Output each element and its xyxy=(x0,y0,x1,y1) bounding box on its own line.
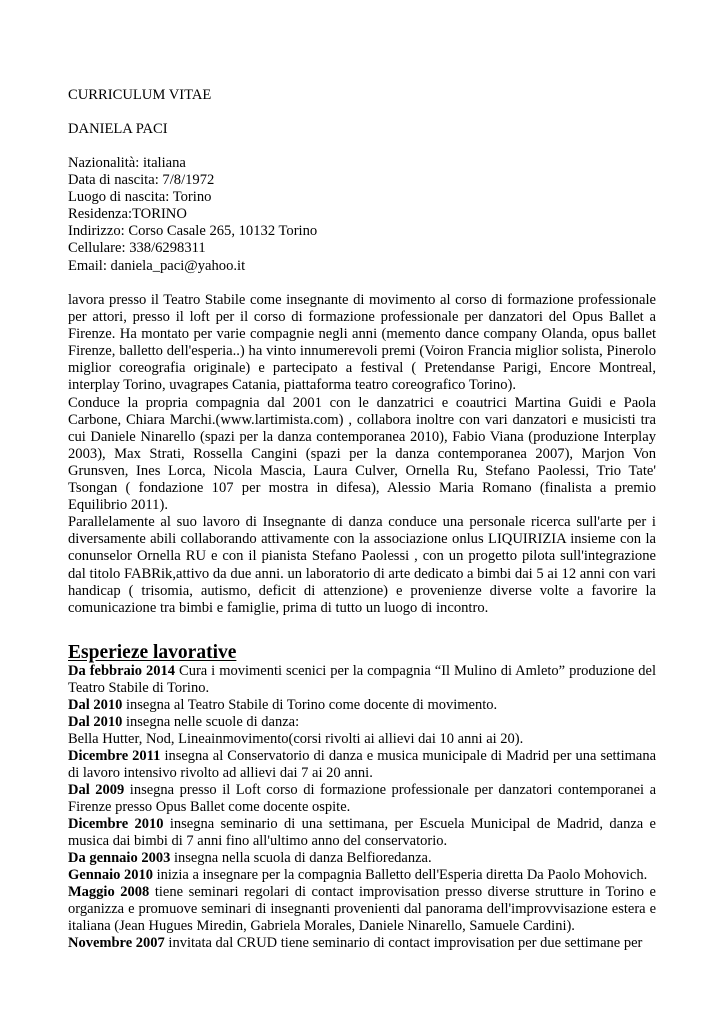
biography xyxy=(68,292,656,617)
experience-date: Dal 2009 xyxy=(68,782,125,798)
email-line: Email: daniela_paci@yahoo.it xyxy=(68,257,246,274)
experience-item xyxy=(68,935,656,952)
bio-paragraph: lavora presso il Teatro Stabile come insegnante di movimento al corso di formazione professionale per attori, presso il loft per il corso di formazione professionale per danzatori del Opus Ballet a Firenze. Ha montato per varie compagnie negli anni (memento dance company Olanda, opus ballet Firenze, balletto dell'esperia..) ha vinto innumerevoli premi (Voiron Francia miglior solista, Pinerolo miglior coreografia originale) e partecipato a festival ( Pretendanse Parigi, Encore Montreal, interplay Torino, uvagrapes Catania, piattaforma teatro coreografico Torino). xyxy=(68,292,656,394)
experience-date: Da febbraio 2014 xyxy=(68,663,176,679)
residence-line: Residenza:TORINO xyxy=(68,206,187,223)
experience-item xyxy=(68,748,656,782)
section-heading: Esperieze lavorative xyxy=(68,642,237,663)
document-title: CURRICULUM VITAE xyxy=(68,87,212,103)
experience-text: insegna seminario di una settimana, per Escuela Municipal de Madrid, danza e musica dai bimbi di 7 anni fino all'ultimo anno del conservatorio. xyxy=(68,816,656,849)
experience-item xyxy=(68,884,656,935)
experience-date: Maggio 2008 xyxy=(68,884,150,900)
experience-item xyxy=(68,697,656,714)
experience-item xyxy=(68,816,656,850)
bio-paragraph: Parallelamente al suo lavoro di Insegnante di danza conduce una personale ricerca sull'arte per i diversamente abili collaborando attivamente con la associazione onlus LIQUIRIZIA insieme con la conunselor Ornella RU e con il pianista Stefano Paolessi , con un progetto pilota sull'integrazione dal titolo FABRik,attivo da due anni. un laboratorio di arte dedicato a bimbi dai 5 ai 12 anni con vari handicap ( trisomia, autismo, deficit di attenzione) e provenienze diverse volte a favorire la comunicazione tra bimbi e famiglie, prima di tutto un luogo di incontro. xyxy=(68,514,656,616)
experience-text: Cura i movimenti scenici per la compagnia “Il Mulino di Amleto” produzione del Teatro Stabile di Torino. xyxy=(68,663,656,696)
bio-paragraph: Conduce la propria compagnia dal 2001 con le danzatrici e coautrici Martina Guidi e Paola Carbone, Chiara Marchi.(www.lartimista.com) , collabora inoltre con vari danzatori e musicisti tra cui Daniele Ninarello (spazi per la danza contemporanea 2010), Fabio Viana (produzione Interplay 2003), Max Strati, Rossella Cangini (spazi per la danza contemporanea 2007), Marjon Von Grunsven, Ines Lorca, Nicola Mascia, Laura Culver, Ornella Ru, Stefano Paolessi, Trio Tate' Tsongan ( fondazione 107 per mostra in difesa), Alessio Maria Romano (finalista a premio Equilibrio 2011). xyxy=(68,394,656,514)
experience-item xyxy=(68,850,656,867)
nationality-line: Nazionalità: italiana xyxy=(68,155,186,171)
experience-text: Bella Hutter, Nod, Lineainmovimento(corsi rivolti ai allievi dai 10 anni ai 20). xyxy=(68,731,524,747)
personal-info xyxy=(68,155,656,275)
phone-line: Cellulare: 338/6298311 xyxy=(68,240,206,257)
experience-date: Dal 2010 xyxy=(68,697,123,713)
experience-item xyxy=(68,731,656,748)
experience-text: insegna al Teatro Stabile di Torino come docente di movimento. xyxy=(122,697,498,713)
experience-date: Da gennaio 2003 xyxy=(68,850,171,866)
experience-list xyxy=(68,663,656,952)
birth-date-line: Data di nascita: 7/8/1972 xyxy=(68,172,215,189)
experience-date: Dal 2010 xyxy=(68,714,123,730)
experience-item xyxy=(68,714,656,731)
birth-place-line: Luogo di nascita: Torino xyxy=(68,189,212,206)
experience-text: inizia a insegnare per la compagnia Balletto dell'Esperia diretta Da Paolo Mohovich. xyxy=(153,867,648,883)
experience-text: insegna presso il Loft corso di formazione professionale per danzatori contemporanei a Firenze presso Opus Ballet come docente ospite. xyxy=(68,782,656,815)
address-line: Indirizzo: Corso Casale 265, 10132 Torino xyxy=(68,223,318,240)
experience-text: insegna nelle scuole di danza: xyxy=(122,714,300,730)
experience-item xyxy=(68,782,656,816)
experience-item xyxy=(68,663,656,697)
experience-item xyxy=(68,867,656,884)
experience-text: insegna al Conservatorio di danza e musica municipale di Madrid per una settimana di lavoro intensivo rivolto ad allievi dai 7 ai 20 anni. xyxy=(68,748,657,781)
experience-date: Dicembre 2010 xyxy=(68,816,164,832)
experience-text: insegna nella scuola di danza Belfioredanza. xyxy=(170,850,432,866)
person-name: DANIELA PACI xyxy=(68,121,168,137)
experience-date: Novembre 2007 xyxy=(68,935,165,951)
experience-date: Gennaio 2010 xyxy=(68,867,153,883)
experience-text: tiene seminari regolari di contact improvisation presso diverse strutture in Torino e organizza e promuove seminari di insegnanti provenienti dal panorama dell'improvvisazione estera e italiana (Jean Hugues Miredin, Gabriela Morales, Daniele Ninarello, Samuele Cardini). xyxy=(68,884,656,934)
experience-text: invitata dal CRUD tiene seminario di contact improvisation per due settimane per xyxy=(164,935,643,951)
experience-date: Dicembre 2011 xyxy=(68,748,161,764)
